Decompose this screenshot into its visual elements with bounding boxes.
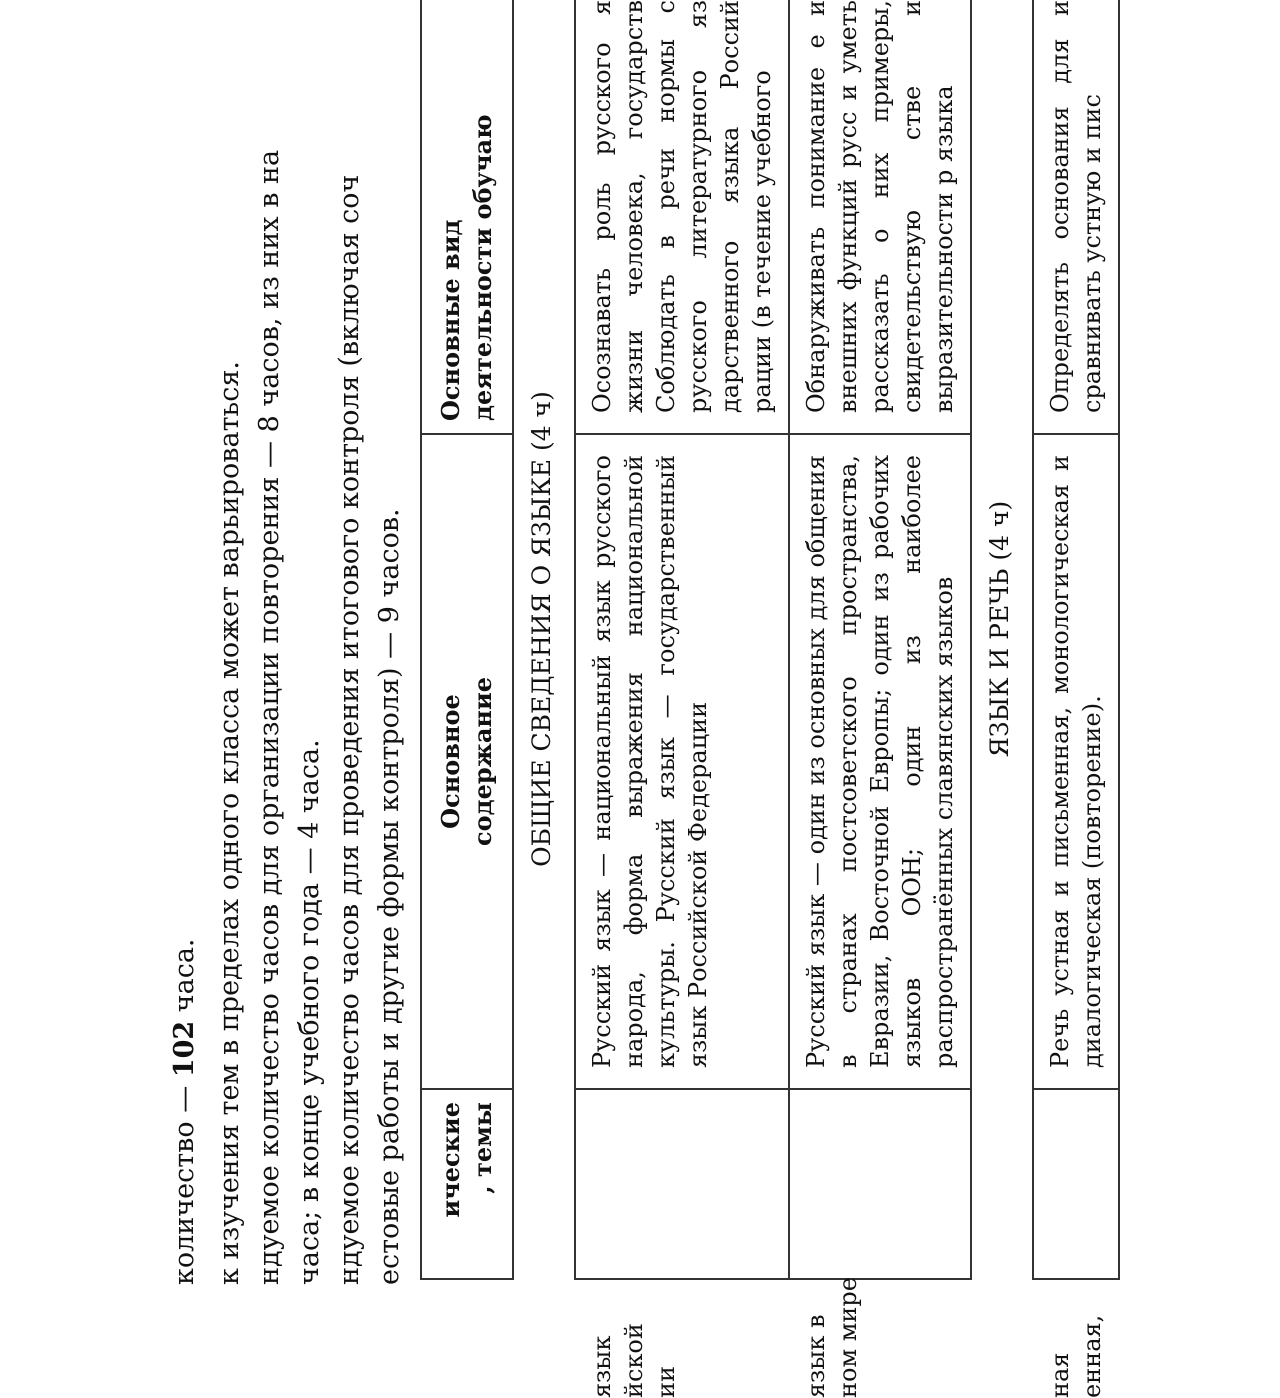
topic-cell: язык в ном мире [789, 1089, 971, 1279]
section-heading-row [971, 0, 1033, 1279]
table-header-row [421, 0, 513, 1279]
activities-cell: Определять основания для и сравнивать устную и пис [1033, 0, 1119, 434]
topic-cell: ная енная, [1033, 1089, 1119, 1279]
content-cell: Русский язык — национальный язык русского народа, форма выражения национальной культуры. Русский язык — государственный язык Российской Федерации [575, 434, 789, 1089]
intro-line-4: часа; в конце учебного года — 4 часа. [294, 739, 325, 1285]
intro-line-5: ндуемое количество часов для проведения итогового контроля (включая соч [334, 174, 365, 1285]
table-row [575, 0, 789, 1279]
section-title: ОБЩИЕ СВЕДЕНИЯ О ЯЗЫКЕ (4 ч) [513, 0, 575, 1279]
header-content: Основное содержание [421, 434, 513, 1089]
intro-line-2: к изучения тем в пределах одного класса может варьироваться. [214, 361, 245, 1285]
header-activities: Основные вид деятельности обучаю [421, 0, 513, 434]
topic-cell: язык йской ии [575, 1089, 789, 1279]
section-heading-row [513, 0, 575, 1279]
intro-line-6: естовые работы и другие формы контроля) — 9 часов. [374, 508, 405, 1285]
section-title: ЯЗЫК И РЕЧЬ (4 ч) [971, 0, 1033, 1279]
intro-line-1: количество — 102 часа. [169, 938, 200, 1285]
activities-cell: Обнаруживать понимание е и внешних функций русс и уметь рассказать о них примеры, свидетельствую стве и выразительности р языка [789, 0, 971, 434]
activities-cell: Осознавать роль русского я жизни человека, государств Соблюдать в речи нормы с русского литературного яз дарственного языка Россий рации (в течение учебного [575, 0, 789, 434]
curriculum-table [420, 0, 1120, 1398]
content-cell: Речь устная и письменная, монологическая и диалогическая (повторение). [1033, 434, 1119, 1089]
intro-line-3: ндуемое количество часов для организации повторения — 8 часов, из них в на [254, 149, 285, 1285]
table-row [789, 0, 971, 1279]
total-hours: 102 [169, 1020, 200, 1078]
table-row [1033, 0, 1119, 1279]
content-cell: Русский язык — один из основных для общения в странах постсоветского пространства, Евразии, Восточной Европы; один из рабочих языков ООН; один из наиболее распространённых славянских языков [789, 434, 971, 1089]
header-topic: ические , темы [421, 1089, 513, 1279]
